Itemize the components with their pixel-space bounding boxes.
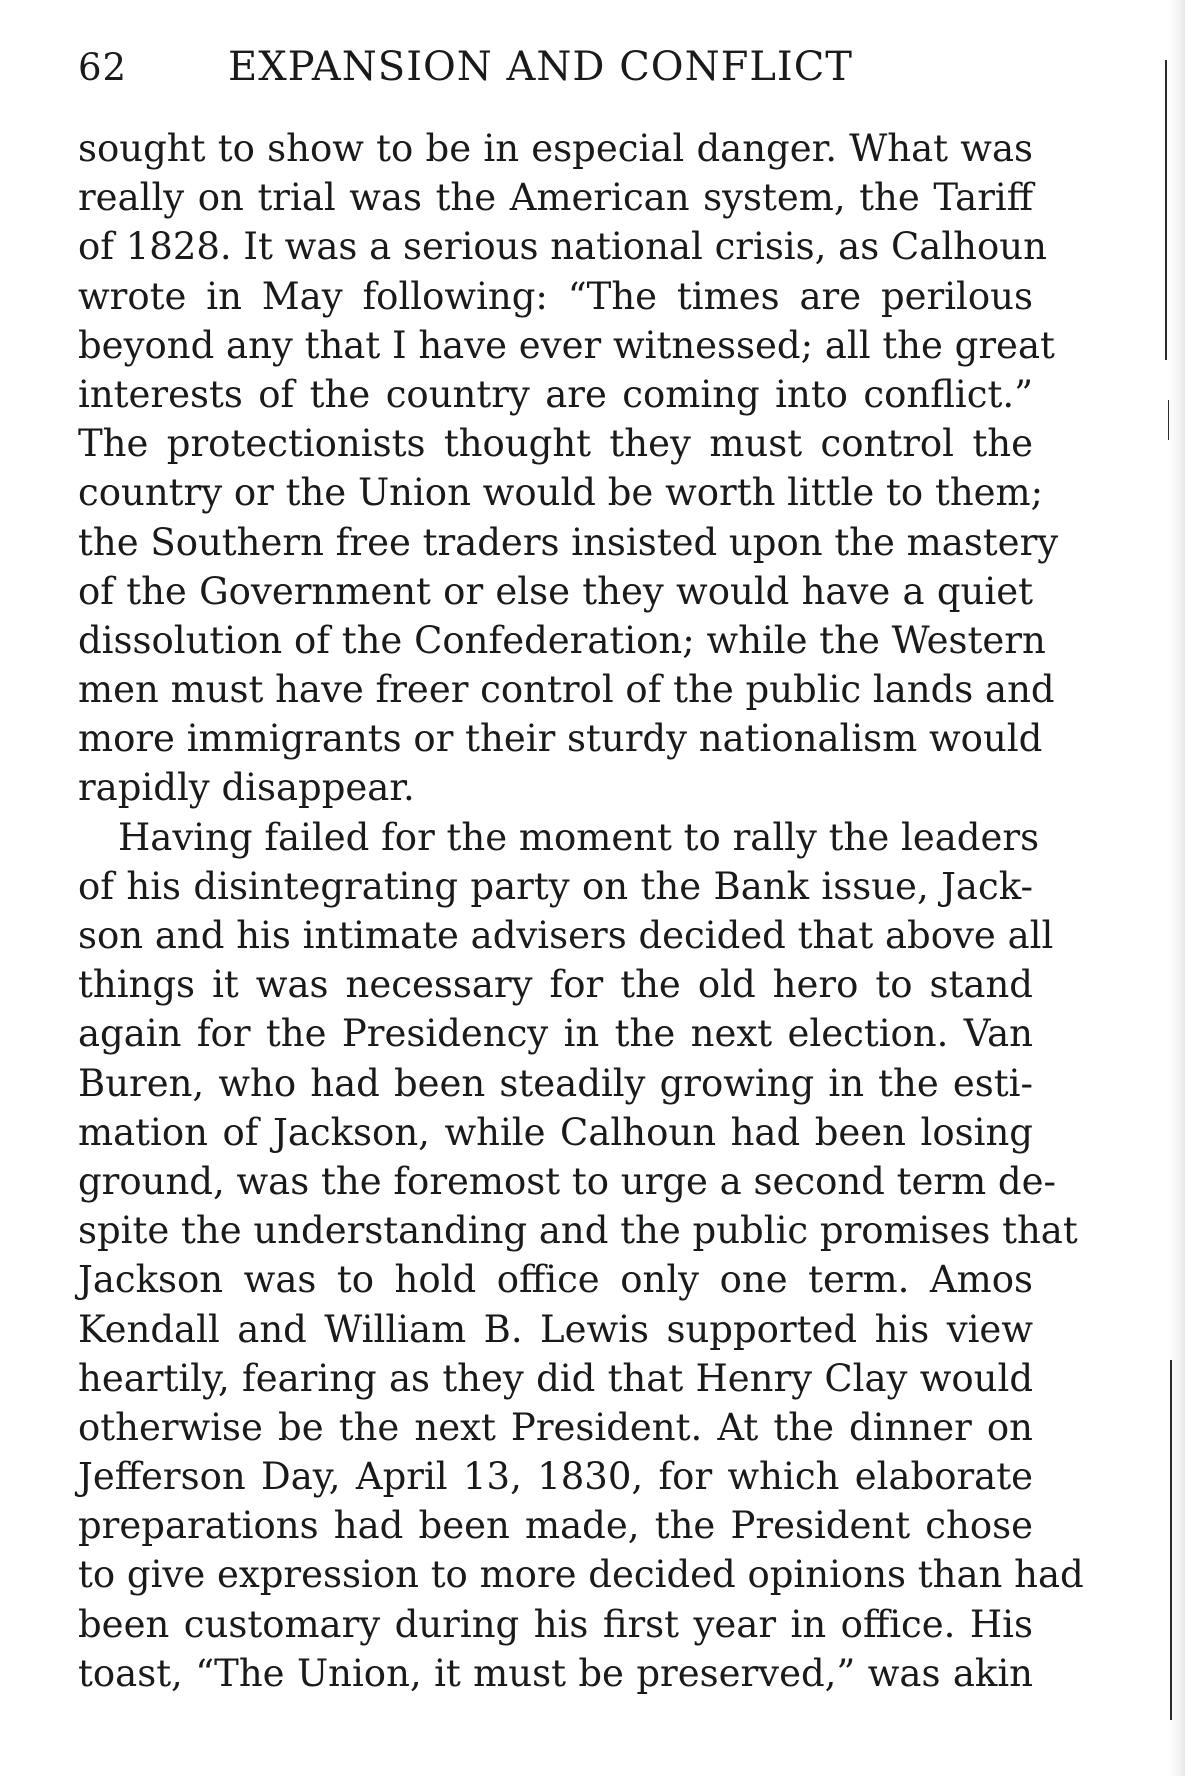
text-line: Jefferson Day, April 13, 1830, for which elaborate bbox=[78, 1455, 1033, 1499]
paragraph-1 bbox=[78, 124, 1059, 813]
text-line: of the Government or else they would have a quiet bbox=[78, 569, 1033, 613]
text-line: been customary during his first year in office. His bbox=[78, 1602, 1033, 1646]
text-line: Kendall and William B. Lewis supported his view bbox=[78, 1307, 1033, 1351]
text-line: country or the Union would be worth little to them; bbox=[78, 471, 1044, 515]
text-line: dissolution of the Confederation; while the Western bbox=[78, 618, 1046, 662]
text-line: of his disintegrating party on the Bank issue, Jack- bbox=[78, 864, 1033, 908]
text-line: really on trial was the American system, the Tariff bbox=[78, 176, 1033, 220]
text-line: wrote in May following: “The times are perilous bbox=[78, 274, 1033, 318]
text-line: sought to show to be in especial danger. What was bbox=[78, 127, 1033, 170]
page-number: 62 bbox=[78, 46, 128, 89]
text-line: things it was necessary for the old hero to stand bbox=[78, 963, 1033, 1007]
text-line: Jackson was to hold office only one term. Amos bbox=[78, 1258, 1033, 1302]
body-text bbox=[78, 124, 1084, 1698]
text-line: ground, was the foremost to urge a second term de- bbox=[78, 1159, 1057, 1203]
text-line: Having failed for the moment to rally the leaders bbox=[118, 815, 1040, 859]
text-line: otherwise be the next President. At the dinner on bbox=[78, 1405, 1033, 1449]
page-edge-mark bbox=[1168, 400, 1169, 440]
text-line: to give expression to more decided opinions than had bbox=[78, 1553, 1084, 1597]
text-line: rapidly disappear. bbox=[78, 766, 415, 810]
text-line: Buren, who had been steadily growing in the esti- bbox=[78, 1061, 1033, 1105]
text-line: preparations had been made, the President chose bbox=[78, 1504, 1033, 1548]
text-line: son and his intimate advisers decided that above all bbox=[78, 914, 1054, 957]
text-line: again for the Presidency in the next election. Van bbox=[78, 1012, 1033, 1056]
running-head: EXPANSION AND CONFLICT bbox=[228, 44, 853, 90]
text-line: beyond any that I have ever witnessed; all the great bbox=[78, 323, 1055, 367]
text-line: more immigrants or their sturdy nationalism would bbox=[78, 717, 1043, 761]
page-edge-mark bbox=[1170, 1360, 1172, 1720]
page-edge-mark bbox=[1165, 60, 1167, 360]
text-line: interests of the country are coming into conflict.” bbox=[78, 372, 1033, 416]
text-line: The protectionists thought they must control the bbox=[78, 422, 1033, 466]
text-line: men must have freer control of the public lands and bbox=[78, 668, 1055, 712]
text-line: toast, “The Union, it must be preserved,” was akin bbox=[78, 1651, 1033, 1695]
page-header bbox=[78, 40, 1028, 100]
text-line: the Southern free traders insisted upon the mastery bbox=[78, 520, 1059, 564]
text-line: spite the understanding and the public promises that bbox=[78, 1209, 1078, 1253]
text-line: heartily, fearing as they did that Henry Clay would bbox=[78, 1356, 1033, 1400]
paragraph-2 bbox=[78, 813, 1084, 1698]
text-line: of 1828. It was a serious national crisis, as Calhoun bbox=[78, 225, 1047, 269]
text-line: mation of Jackson, while Calhoun had been losing bbox=[78, 1110, 1033, 1154]
